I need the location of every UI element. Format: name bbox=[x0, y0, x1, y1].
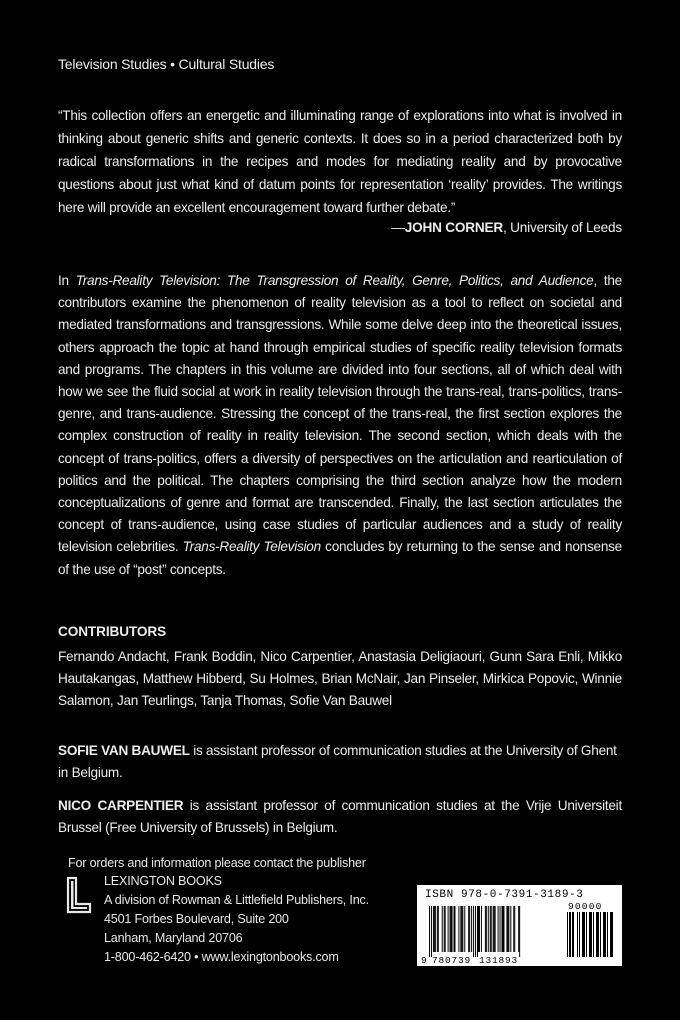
barcode-bar bbox=[493, 906, 494, 952]
publisher-name: LEXINGTON BOOKS bbox=[104, 874, 222, 888]
addon-bar bbox=[607, 912, 608, 957]
isbn-number: ISBN 978-0-7391-3189-3 bbox=[425, 889, 584, 901]
addon-bar bbox=[604, 912, 605, 957]
barcode-bar bbox=[437, 906, 438, 952]
barcode-bar bbox=[478, 906, 479, 952]
barcode-bar bbox=[479, 906, 480, 952]
barcode-bar bbox=[485, 906, 486, 952]
publisher-address-line-1: 4501 Forbes Boulevard, Suite 200 bbox=[104, 912, 289, 926]
barcode-bar bbox=[495, 906, 496, 952]
barcode-bar bbox=[464, 906, 465, 952]
price-addon-bars bbox=[567, 912, 613, 957]
barcode-bar bbox=[519, 906, 520, 957]
publisher-division: A division of Rowman & Littlefield Publishers, Inc. bbox=[104, 893, 369, 907]
subject-categories: Television Studies • Cultural Studies bbox=[58, 56, 275, 72]
addon-bar bbox=[598, 912, 599, 957]
addon-bar bbox=[596, 912, 597, 957]
price-code: 90000 bbox=[568, 901, 603, 912]
barcode-bar bbox=[502, 906, 503, 952]
addon-bar bbox=[583, 912, 584, 957]
book-title-full: Trans-Reality Television: The Transgression of Reality, Genre, Politics, and Audience bbox=[75, 273, 594, 288]
editor-bio-text: is assistant professor of communication studies at the Vrije Universiteit Brussel (Free University of Brussels) in Belgium. bbox=[58, 798, 622, 836]
barcode-bar bbox=[471, 906, 472, 952]
contributors-heading: CONTRIBUTORS bbox=[58, 624, 167, 639]
barcode-bar bbox=[481, 906, 482, 952]
barcode-bar bbox=[500, 906, 501, 952]
barcode-bar bbox=[477, 906, 478, 957]
addon-bar bbox=[591, 912, 592, 957]
addon-bar bbox=[570, 912, 571, 957]
ean-bars bbox=[429, 906, 520, 957]
editor-bio bbox=[58, 795, 622, 839]
barcode-bar bbox=[508, 906, 509, 952]
orders-notice: For orders and information please contact the publisher bbox=[68, 856, 366, 870]
publisher-contact: 1-800-462-6420 • www.lexingtonbooks.com bbox=[104, 950, 339, 964]
addon-bar bbox=[584, 912, 585, 957]
attribution-author: JOHN CORNER bbox=[404, 220, 504, 235]
addon-bar bbox=[577, 912, 578, 957]
barcode-bar bbox=[431, 906, 432, 957]
addon-bar bbox=[610, 912, 611, 957]
barcode-bar bbox=[510, 906, 511, 952]
lexington-logo-icon bbox=[66, 876, 92, 914]
addon-bar bbox=[600, 912, 601, 957]
barcode-bar bbox=[454, 906, 455, 952]
barcode-bar bbox=[461, 906, 462, 952]
publisher-address-line-2: Lanham, Maryland 20706 bbox=[104, 931, 243, 945]
publisher-info bbox=[104, 872, 369, 967]
barcode-bar bbox=[429, 906, 430, 957]
barcode-bar bbox=[448, 906, 449, 952]
barcode-bar bbox=[433, 906, 434, 952]
addon-bar bbox=[603, 912, 604, 957]
barcode-bar bbox=[444, 906, 445, 952]
addon-bar bbox=[567, 912, 568, 957]
barcode-bar bbox=[513, 906, 514, 952]
addon-bar bbox=[582, 912, 583, 957]
contributors-list: Fernando Andacht, Frank Boddin, Nico Carpentier, Anastasia Deligiaouri, Gunn Sara Enli, Mikko Hautakangas, Matthew Hibberd, Su Holmes, Brian McNair, Jan Pinseler, Mirkica Popovic, Winnie Salamon, Jan Teurlings, Tanja Thomas, Sofie Van Bauwel bbox=[58, 649, 622, 709]
barcode-bar bbox=[514, 906, 515, 952]
addon-bar bbox=[586, 912, 587, 957]
editor-name: SOFIE VAN BAUWEL bbox=[58, 743, 190, 758]
editor-bio bbox=[58, 740, 622, 784]
addon-bar bbox=[590, 912, 591, 957]
addon-bar bbox=[573, 912, 574, 957]
barcode-bar bbox=[494, 906, 495, 952]
attribution-affiliation: , University of Leeds bbox=[503, 220, 622, 235]
editor-name: NICO CARPENTIER bbox=[58, 798, 184, 813]
barcode-bar bbox=[503, 906, 504, 952]
barcode-bar bbox=[442, 906, 443, 952]
barcode-bar bbox=[490, 906, 491, 952]
addon-bar bbox=[612, 912, 613, 957]
barcode-bar bbox=[450, 906, 451, 952]
addon-bar bbox=[605, 912, 606, 957]
barcode-bar bbox=[468, 906, 469, 952]
addon-bar bbox=[597, 912, 598, 957]
barcode-bar bbox=[498, 906, 499, 952]
description-body-2: concludes by returning to the sense and nonsense of the use of “post” concepts. bbox=[58, 539, 622, 577]
barcode-bar bbox=[452, 906, 453, 952]
book-description bbox=[58, 270, 622, 581]
barcode-bar bbox=[491, 906, 492, 952]
addon-bar bbox=[579, 912, 580, 957]
endorsement-quote: “This collection offers an energetic and illuminating range of explorations into what is involved in thinking about generic shifts and generic contexts. It does so in a period characterized both by radical transformations in the recipes and modes for mediating reality and by provocative questions about just what kind of datum points for representation ‘reality’ provides. The writings here will provide an excellent encouragement toward further debate.” bbox=[58, 108, 622, 215]
description-body-1: , the contributors examine the phenomenon of reality television as a tool to reflect on societal and mediated transformations and transgressions. While some delve deep into the theoretical issues, others approach the topic at hand through empirical studies of specific reality television formats and programs. The chapters in this volume are divided into four sections, all of which deal with how we see the fluid social at work in reality television through the trans-real, trans-politics, trans-genre, and trans-audience. Stressing the concept of the trans-real, the first section explores the complex construction of reality in reality television. The second section, which deals with the concept of trans-politics, offers a diversity of perspectives on the articulation and rearticulation of politics and the political. The chapters comprising the third section analyze how the modern conceptualizations of genre and format are transcended. Finally, the last section articulates the concept of trans-audience, using case studies of particular audiences and a study of reality television celebrities. bbox=[58, 273, 622, 555]
isbn-barcode bbox=[417, 885, 622, 966]
barcode-bar bbox=[435, 906, 436, 952]
ean-left-digits: 780739 bbox=[432, 955, 472, 966]
barcode-bar bbox=[454, 906, 455, 952]
barcode-bar bbox=[434, 906, 435, 952]
barcode-bar bbox=[506, 906, 507, 952]
barcode-bar bbox=[488, 906, 489, 952]
barcode-bar bbox=[486, 906, 487, 952]
barcode-bar bbox=[462, 906, 463, 952]
barcode-bar bbox=[473, 906, 474, 957]
editor-bio-text: is assistant professor of communication studies at the University of Ghent in Belgium. bbox=[58, 743, 617, 781]
barcode-bar bbox=[507, 906, 508, 952]
barcode-bar bbox=[469, 906, 470, 952]
barcode-bar bbox=[451, 906, 452, 952]
book-title-short: Trans-Reality Television bbox=[182, 539, 321, 555]
addon-bar bbox=[593, 912, 594, 957]
barcode-bar bbox=[475, 906, 476, 957]
ean-first-digit: 9 bbox=[421, 955, 427, 966]
addon-bar bbox=[611, 912, 612, 957]
barcode-bar bbox=[460, 906, 461, 952]
description-in: In bbox=[58, 273, 76, 288]
barcode-bar bbox=[458, 906, 459, 952]
barcode-bar bbox=[438, 906, 439, 952]
barcode-bar bbox=[503, 906, 504, 952]
addon-bar bbox=[572, 912, 573, 957]
addon-bar bbox=[569, 912, 570, 957]
ean-right-digits: 131893 bbox=[479, 955, 519, 966]
barcode-bar bbox=[445, 906, 446, 952]
barcode-bar bbox=[518, 906, 519, 952]
barcode-graphic bbox=[417, 885, 622, 966]
endorsement-attribution bbox=[391, 220, 622, 235]
addon-bar bbox=[589, 912, 590, 957]
attribution-dash: — bbox=[391, 220, 405, 235]
